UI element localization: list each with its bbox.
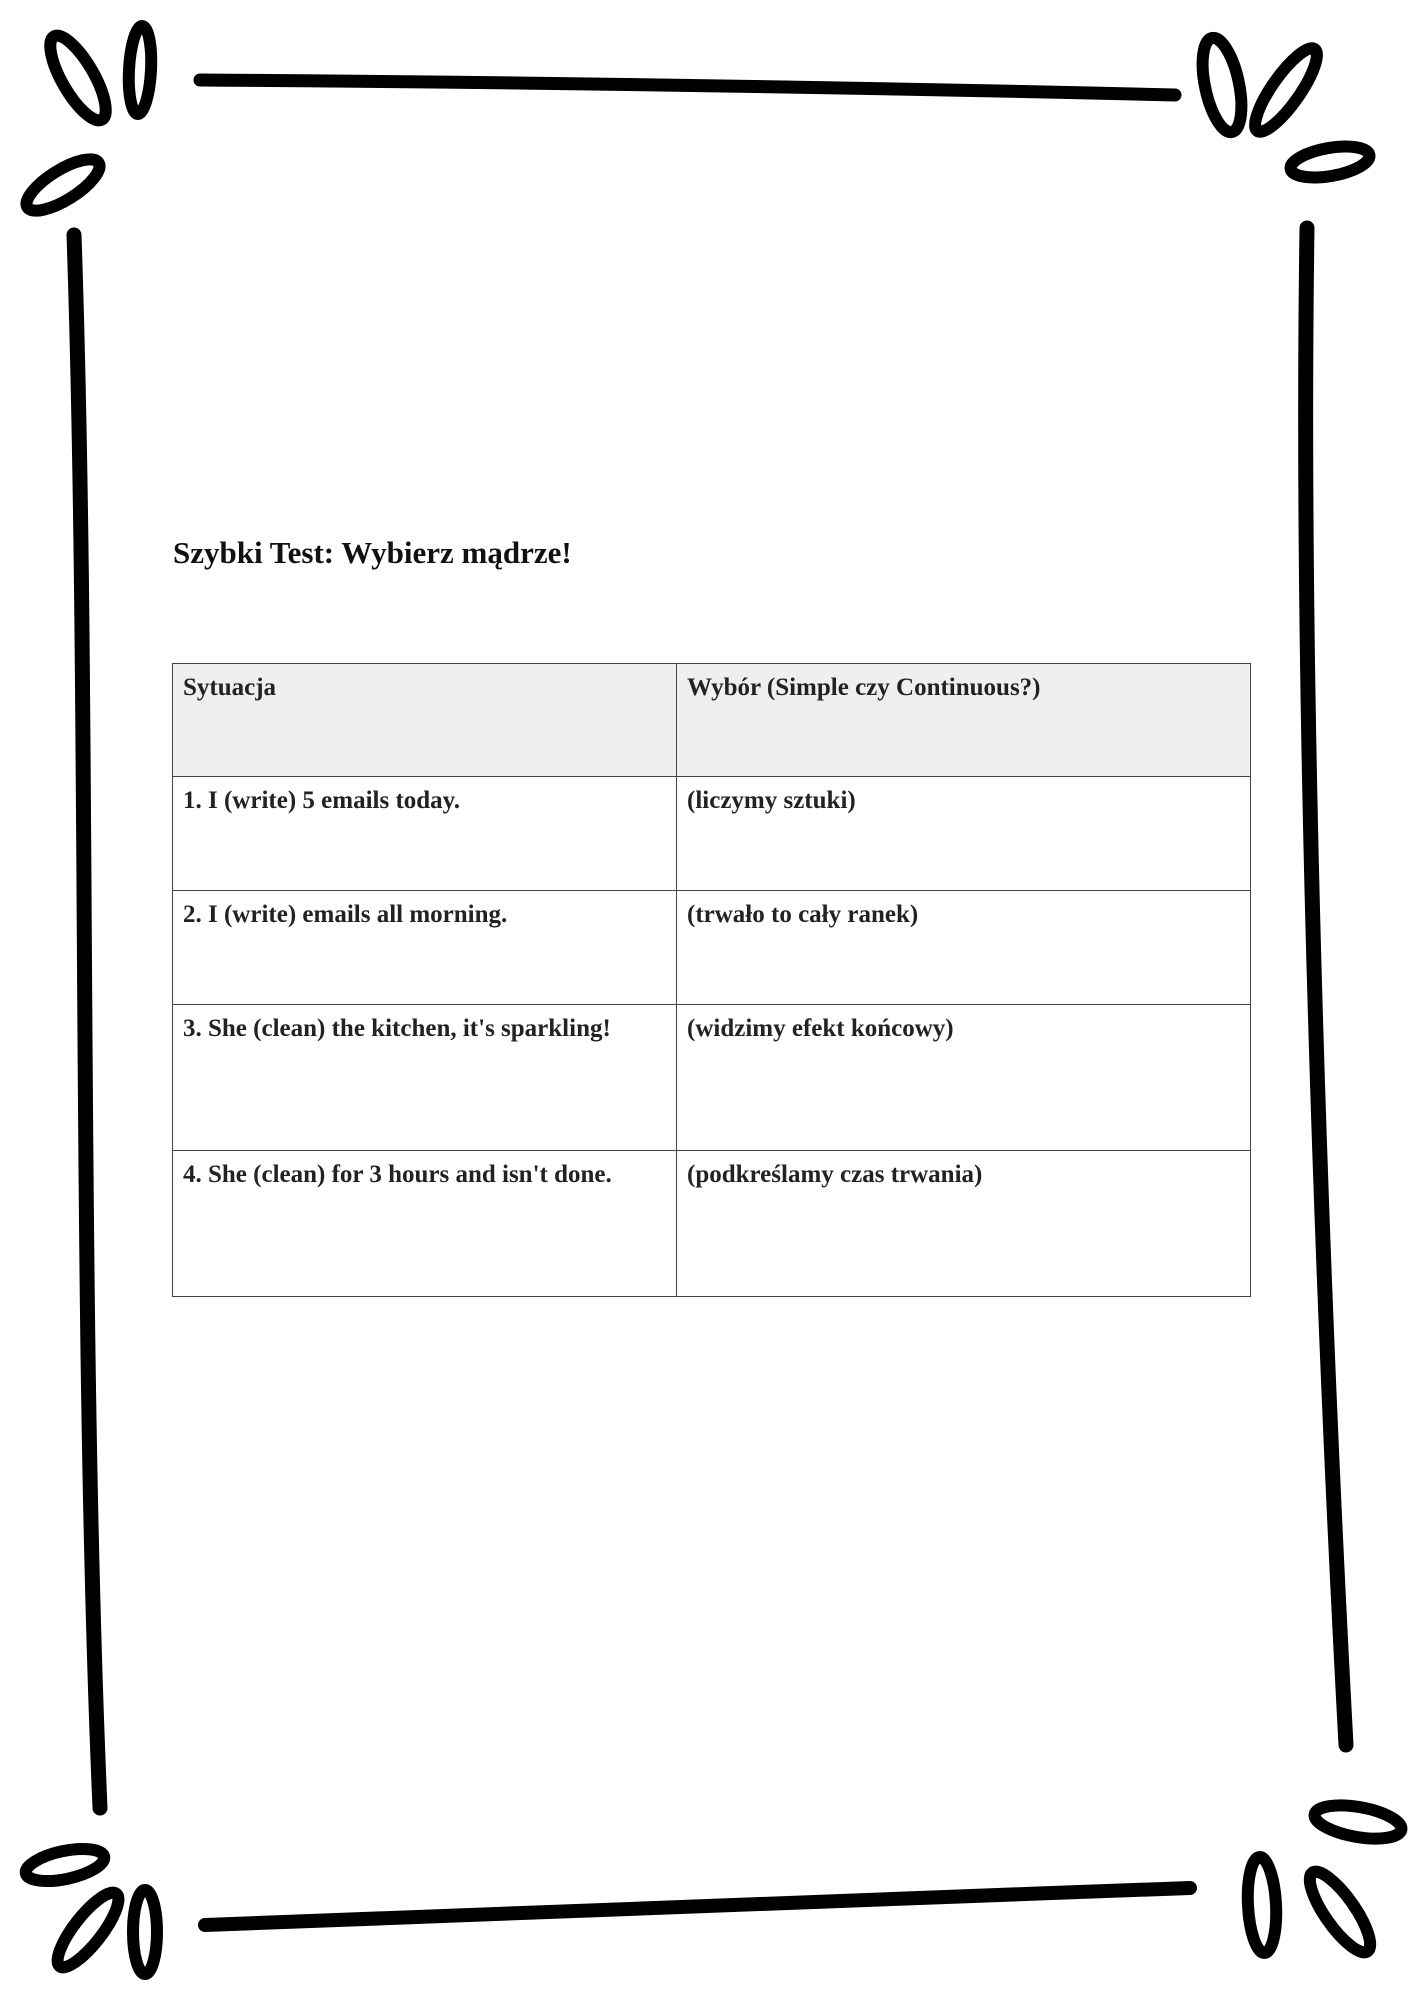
table-row <box>173 891 1251 1005</box>
table-header-row <box>173 664 1251 777</box>
situation-cell: 4. She (clean) for 3 hours and isn't done. <box>173 1151 677 1297</box>
table-row <box>173 1005 1251 1151</box>
leaf-icon <box>1300 1864 1380 1960</box>
table-row <box>173 1151 1251 1297</box>
border-right-line <box>1306 228 1346 1745</box>
page-title: Szybki Test: Wybierz mądrze! <box>173 535 572 570</box>
situation-cell: 1. I (write) 5 emails today. <box>173 777 677 891</box>
table-row <box>173 777 1251 891</box>
leaf-icon <box>127 25 154 114</box>
situation-cell: 3. She (clean) the kitchen, it's sparkling! <box>173 1005 677 1151</box>
leaf-icon <box>133 1890 157 1974</box>
choice-cell: (liczymy sztuki) <box>677 777 1251 891</box>
leaf-icon <box>1288 141 1372 182</box>
column-header-situation: Sytuacja <box>173 664 677 777</box>
choice-cell: (podkreślamy czas trwania) <box>677 1151 1251 1297</box>
leaf-icon <box>1246 1856 1279 1953</box>
leaf-icon <box>23 1843 107 1887</box>
leaf-icon <box>1312 1800 1404 1845</box>
leaf-icon <box>19 150 106 220</box>
leaf-icon <box>1246 41 1326 139</box>
border-left-line <box>74 235 100 1808</box>
situation-cell: 2. I (write) emails all morning. <box>173 891 677 1005</box>
border-bottom-line <box>205 1888 1190 1925</box>
leaf-icon <box>49 1885 128 1975</box>
choice-cell: (trwało to cały ranek) <box>677 891 1251 1005</box>
leaf-icon <box>1195 35 1248 136</box>
leaf-icon <box>40 28 116 127</box>
column-header-choice: Wybór (Simple czy Continuous?) <box>677 664 1251 777</box>
choice-cell: (widzimy efekt końcowy) <box>677 1005 1251 1151</box>
quiz-table <box>172 663 1251 1297</box>
border-top-line <box>200 80 1175 95</box>
